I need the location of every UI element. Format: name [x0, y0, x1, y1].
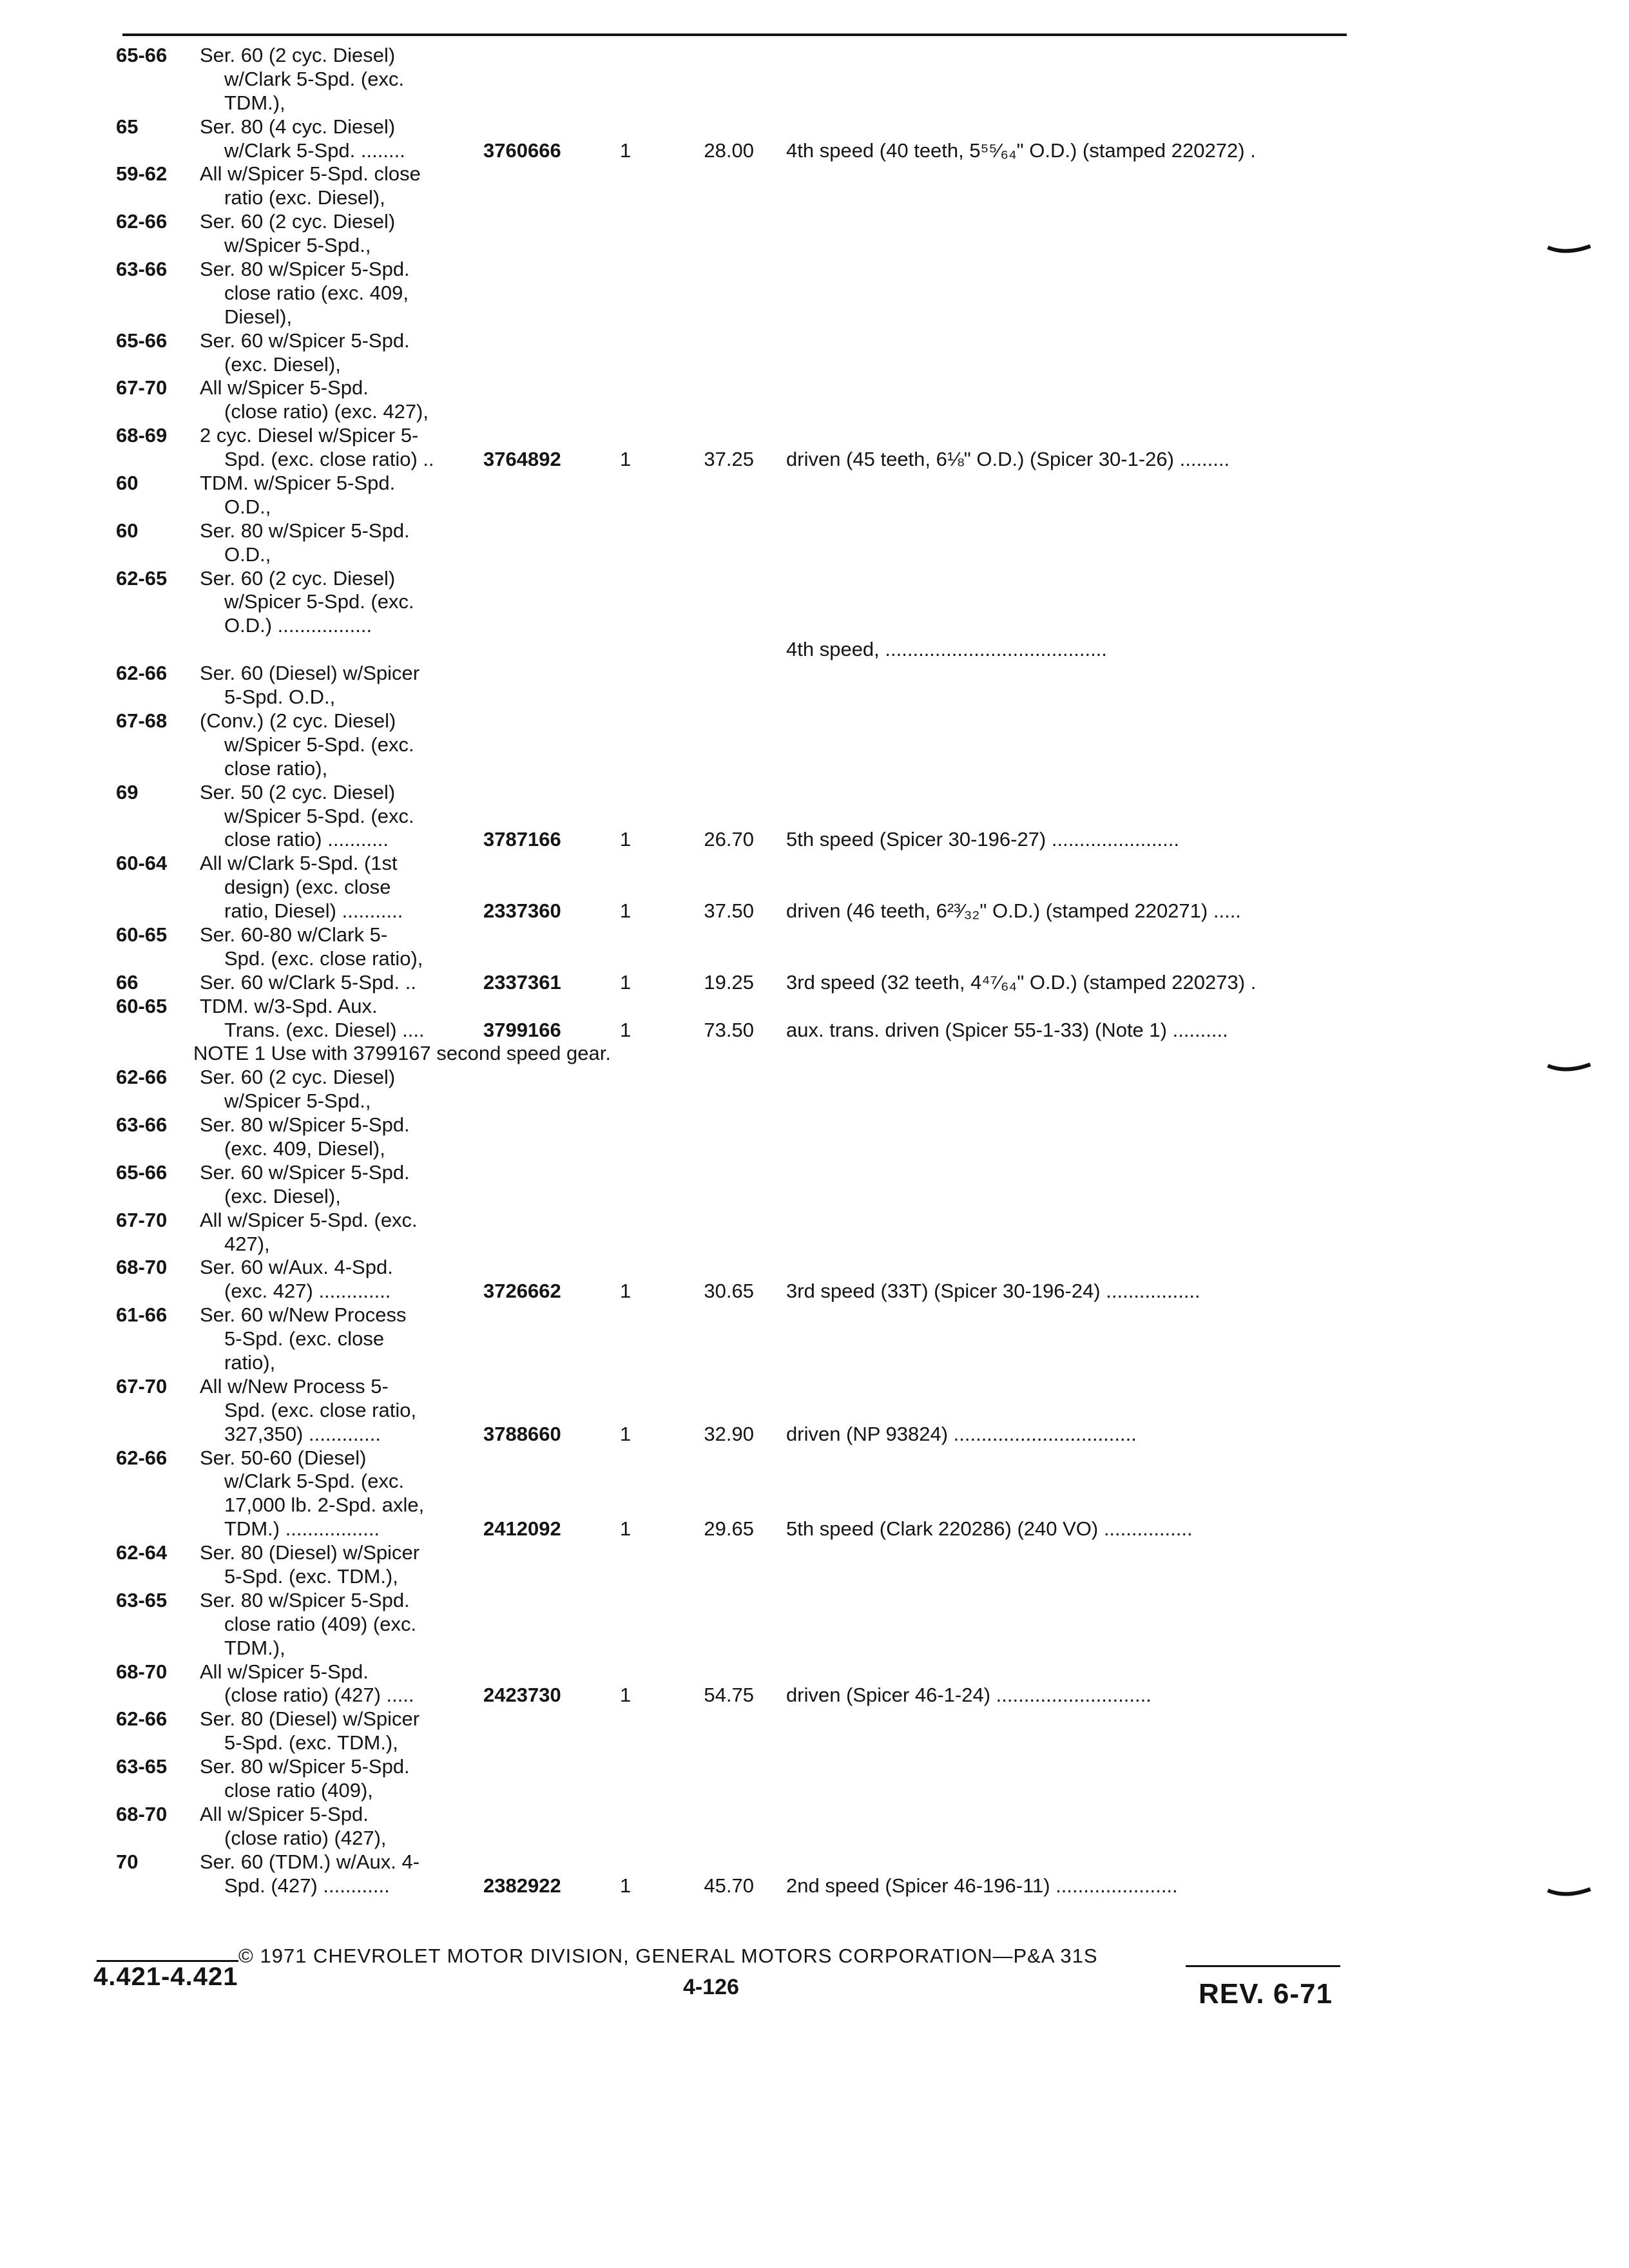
application: Ser. 80 w/Spicer 5-Spd. — [200, 1755, 410, 1778]
application: Ser. 50 (2 cyc. Diesel) — [200, 780, 396, 803]
application: 427), — [224, 1232, 270, 1255]
model-years: 62-66 — [116, 1066, 168, 1089]
parts-list — [103, 44, 1392, 1898]
part-description: 2nd speed (Spicer 46-196-11) ...................... — [786, 1874, 1178, 1897]
part-description: driven (45 teeth, 6⅛" O.D.) (Spicer 30-1-26) ......... — [786, 448, 1230, 471]
application: Ser. 60 w/Spicer 5-Spd. — [200, 1160, 410, 1184]
model-years: 67-70 — [116, 1208, 168, 1231]
margin-mark — [1547, 244, 1592, 258]
application: Ser. 60 (2 cyc. Diesel) — [200, 44, 396, 66]
quantity: 1 — [620, 1517, 631, 1541]
model-years: 66 — [116, 970, 139, 994]
quantity: 1 — [620, 1018, 631, 1041]
entry-line — [103, 1090, 1392, 1113]
entry-line — [103, 852, 1392, 876]
part-description: 3rd speed (32 teeth, 4⁴⁷⁄₆₄" O.D.) (stamped 220273) . — [786, 970, 1257, 994]
entry-line — [103, 400, 1392, 424]
model-years: 62-66 — [116, 1446, 168, 1469]
model-years: 70 — [116, 1850, 139, 1873]
entry-line — [103, 1375, 1392, 1399]
list-price: 37.50 — [704, 899, 754, 923]
entry-line — [103, 757, 1392, 781]
footer-rule-right — [1186, 1965, 1340, 1967]
application: All w/Spicer 5-Spd. — [200, 1660, 369, 1683]
application: Spd. (exc. close ratio, — [224, 1398, 417, 1421]
quantity: 1 — [620, 828, 631, 851]
entry-line — [103, 1351, 1392, 1375]
application: w/Clark 5-Spd. ........ — [224, 139, 405, 162]
application: All w/Clark 5-Spd. (1st — [200, 852, 398, 875]
application: Ser. 60 w/New Process — [200, 1303, 407, 1327]
part-number: 3799166 — [483, 1018, 561, 1041]
entry-line — [103, 282, 1392, 305]
application: close ratio (409) (exc. — [224, 1612, 417, 1635]
application: 17,000 lb. 2-Spd. axle, — [224, 1494, 425, 1517]
list-price: 37.25 — [704, 448, 754, 471]
entry-line — [103, 1185, 1392, 1209]
entry-line — [103, 44, 1392, 68]
entry-line — [103, 828, 1392, 852]
application: Spd. (exc. close ratio) .. — [224, 448, 434, 471]
quantity: 1 — [620, 1874, 631, 1897]
application: (exc. 427) ............. — [224, 1280, 391, 1303]
application: Ser. 80 w/Spicer 5-Spd. — [200, 1113, 410, 1137]
entry-line — [103, 353, 1392, 377]
model-years: 62-65 — [116, 566, 168, 590]
part-description: 4th speed (40 teeth, 5⁵⁵⁄₆₄" O.D.) (stamped 220272) . — [786, 139, 1256, 162]
part-description: aux. trans. driven (Spicer 55-1-33) (Note 1) .......... — [786, 1018, 1228, 1041]
application: w/Spicer 5-Spd. (exc. — [224, 804, 414, 827]
entry-line — [103, 1589, 1392, 1613]
entry-line — [103, 162, 1392, 186]
application: w/Spicer 5-Spd. (exc. — [224, 733, 414, 756]
application: Ser. 60 w/Clark 5-Spd. .. — [200, 970, 416, 994]
application: close ratio (exc. 409, — [224, 281, 409, 304]
copyright-line: © 1971 CHEVROLET MOTOR DIVISION, GENERAL MOTORS CORPORATION—P&A 31S — [238, 1945, 1098, 1967]
part-number: 3726662 — [483, 1280, 561, 1303]
entry-line — [103, 1137, 1392, 1161]
entry-line — [103, 923, 1392, 947]
application: 5-Spd. O.D., — [224, 686, 336, 709]
application: All w/New Process 5- — [200, 1374, 389, 1398]
entry-line — [103, 91, 1392, 115]
application: (close ratio) (427), — [224, 1826, 387, 1849]
part-number: 2337360 — [483, 899, 561, 923]
application: Trans. (exc. Diesel) .... — [224, 1018, 425, 1041]
application: O.D., — [224, 543, 271, 566]
model-years: 68-69 — [116, 424, 168, 447]
model-years: 62-66 — [116, 1707, 168, 1731]
model-years: 68-70 — [116, 1802, 168, 1825]
model-years: 59-62 — [116, 162, 168, 186]
model-years: 63-66 — [116, 258, 168, 281]
list-price: 45.70 — [704, 1874, 754, 1897]
quantity: 1 — [620, 1280, 631, 1303]
application: Ser. 80 (Diesel) w/Spicer — [200, 1707, 420, 1731]
part-number: 3764892 — [483, 448, 561, 471]
entry-line — [103, 1494, 1392, 1517]
model-years: 60 — [116, 472, 139, 495]
section-ref: 4.421-4.421 — [93, 1963, 238, 1991]
entry-line — [103, 305, 1392, 329]
application: (exc. 409, Diesel), — [224, 1137, 385, 1160]
application: All w/Spicer 5-Spd. close — [200, 162, 421, 186]
entry-line — [103, 876, 1392, 899]
entry-line — [103, 1256, 1392, 1280]
entry-line — [103, 424, 1392, 448]
application: ratio (exc. Diesel), — [224, 186, 385, 209]
application: w/Spicer 5-Spd. (exc. — [224, 590, 414, 613]
quantity: 1 — [620, 139, 631, 162]
model-years: 62-66 — [116, 210, 168, 233]
entry-line — [103, 614, 1392, 638]
entry-line — [103, 1803, 1392, 1827]
entry-line — [103, 472, 1392, 495]
application: Ser. 50-60 (Diesel) — [200, 1446, 367, 1469]
model-years: 65 — [116, 115, 139, 138]
quantity: 1 — [620, 1422, 631, 1445]
application: All w/Spicer 5-Spd. (exc. — [200, 1208, 418, 1231]
entry-line — [103, 1541, 1392, 1565]
entry-line — [103, 519, 1392, 543]
entry-line — [103, 1779, 1392, 1803]
application: close ratio), — [224, 756, 328, 780]
application: Spd. (427) ............ — [224, 1874, 390, 1897]
entry-line — [103, 1019, 1392, 1043]
list-price: 19.25 — [704, 970, 754, 994]
application: 5-Spd. (exc. TDM.), — [224, 1565, 398, 1588]
revision-label: REV. 6-71 — [1199, 1978, 1333, 2010]
model-years: 68-70 — [116, 1660, 168, 1683]
note-text: NOTE 1 Use with 3799167 second speed gear. — [193, 1042, 611, 1065]
part-number: 3788660 — [483, 1422, 561, 1445]
list-price: 26.70 — [704, 828, 754, 851]
application: TDM. w/Spicer 5-Spd. — [200, 472, 396, 495]
list-price: 29.65 — [704, 1517, 754, 1541]
application: w/Clark 5-Spd. (exc. — [224, 67, 405, 90]
model-years: 68-70 — [116, 1256, 168, 1279]
application: Ser. 60 (2 cyc. Diesel) — [200, 1066, 396, 1089]
entry-line — [103, 567, 1392, 591]
model-years: 65-66 — [116, 329, 168, 352]
application: 5-Spd. (exc. close — [224, 1327, 385, 1350]
model-years: 67-68 — [116, 709, 168, 732]
entry-line — [103, 638, 1392, 662]
model-years: 62-66 — [116, 662, 168, 685]
application: (Conv.) (2 cyc. Diesel) — [200, 709, 396, 732]
part-number: 2423730 — [483, 1684, 561, 1707]
entry-line — [103, 686, 1392, 709]
application: Ser. 60 (2 cyc. Diesel) — [200, 566, 396, 590]
application: w/Spicer 5-Spd., — [224, 234, 371, 257]
model-years: 60 — [116, 519, 139, 542]
entry-line — [103, 1470, 1392, 1494]
quantity: 1 — [620, 899, 631, 923]
footer-rule-left — [97, 1960, 238, 1962]
application: Ser. 60-80 w/Clark 5- — [200, 923, 388, 946]
part-description: 4th speed, ........................................ — [786, 638, 1107, 661]
list-price: 54.75 — [704, 1684, 754, 1707]
entry-line — [103, 781, 1392, 805]
application: Ser. 80 w/Spicer 5-Spd. — [200, 1588, 410, 1611]
application: close ratio) ........... — [224, 828, 389, 851]
application: 5-Spd. (exc. TDM.), — [224, 1731, 398, 1754]
application: Diesel), — [224, 305, 293, 328]
application: All w/Spicer 5-Spd. — [200, 1802, 369, 1825]
entry-line — [103, 1161, 1392, 1185]
part-description: driven (NP 93824) ................................. — [786, 1422, 1137, 1445]
entry-line — [103, 899, 1392, 923]
application: (close ratio) (exc. 427), — [224, 400, 429, 423]
model-years: 65-66 — [116, 1160, 168, 1184]
entry-line — [103, 1280, 1392, 1303]
entry-line — [103, 139, 1392, 163]
entry-line — [103, 995, 1392, 1019]
application: close ratio (409), — [224, 1779, 373, 1802]
application: Ser. 60 w/Aux. 4-Spd. — [200, 1256, 393, 1279]
application: w/Spicer 5-Spd., — [224, 1090, 371, 1113]
list-price: 32.90 — [704, 1422, 754, 1445]
entry-line — [103, 1850, 1392, 1874]
entry-line — [103, 115, 1392, 139]
entry-line — [103, 1066, 1392, 1090]
entry-line — [103, 947, 1392, 971]
application: TDM.), — [224, 91, 285, 114]
list-price: 73.50 — [704, 1018, 754, 1041]
part-number: 3760666 — [483, 139, 561, 162]
application: (close ratio) (427) ..... — [224, 1684, 414, 1707]
model-years: 67-70 — [116, 376, 168, 399]
application: 327,350) ............. — [224, 1422, 381, 1445]
application: (exc. Diesel), — [224, 1184, 341, 1207]
entry-line — [103, 234, 1392, 258]
entry-line — [103, 1327, 1392, 1351]
entry-line — [103, 1209, 1392, 1233]
entry-line — [103, 1755, 1392, 1779]
model-years: 60-65 — [116, 923, 168, 946]
entry-line — [103, 495, 1392, 519]
application: O.D.) ................. — [224, 614, 372, 637]
list-price: 30.65 — [704, 1280, 754, 1303]
quantity: 1 — [620, 1684, 631, 1707]
part-number: 2337361 — [483, 970, 561, 994]
quantity: 1 — [620, 448, 631, 471]
model-years: 67-70 — [116, 1374, 168, 1398]
application: ratio), — [224, 1350, 276, 1374]
application: O.D., — [224, 495, 271, 518]
part-description: driven (46 teeth, 6²³⁄₃₂" O.D.) (stamped 220271) ..... — [786, 899, 1241, 923]
quantity: 1 — [620, 970, 631, 994]
entry-line — [103, 971, 1392, 995]
entry-line — [103, 1637, 1392, 1660]
model-years: 63-65 — [116, 1755, 168, 1778]
entry-line — [103, 662, 1392, 686]
entry-line — [103, 1827, 1392, 1850]
entry-line — [103, 1113, 1392, 1137]
part-number: 2412092 — [483, 1517, 561, 1541]
application: 2 cyc. Diesel w/Spicer 5- — [200, 424, 419, 447]
application: TDM.) ................. — [224, 1517, 380, 1541]
part-number: 2382922 — [483, 1874, 561, 1897]
entry-line — [103, 1565, 1392, 1589]
part-description: driven (Spicer 46-1-24) ............................ — [786, 1684, 1152, 1707]
entry-line — [103, 448, 1392, 472]
application: All w/Spicer 5-Spd. — [200, 376, 369, 399]
top-rule — [122, 34, 1347, 36]
application: Spd. (exc. close ratio), — [224, 947, 423, 970]
model-years: 60-65 — [116, 994, 168, 1017]
model-years: 62-64 — [116, 1541, 168, 1564]
entry-line — [103, 1423, 1392, 1446]
entry-line — [103, 329, 1392, 353]
application: ratio, Diesel) ........... — [224, 899, 403, 923]
entry-line — [103, 1446, 1392, 1470]
application: Ser. 60 (2 cyc. Diesel) — [200, 210, 396, 233]
model-years: 69 — [116, 780, 139, 803]
application: Ser. 80 (Diesel) w/Spicer — [200, 1541, 420, 1564]
part-description: 5th speed (Spicer 30-196-27) ....................... — [786, 828, 1179, 851]
entry-line — [103, 376, 1392, 400]
entry-line — [103, 1517, 1392, 1541]
margin-mark — [1547, 1062, 1592, 1076]
entry-line — [103, 590, 1392, 614]
page-number: 4-126 — [683, 1975, 739, 1999]
entry-line — [103, 1660, 1392, 1684]
entry-line — [103, 1707, 1392, 1731]
entry-line — [103, 258, 1392, 282]
application: (exc. Diesel), — [224, 352, 341, 376]
part-number: 3787166 — [483, 828, 561, 851]
entry-line — [103, 1399, 1392, 1423]
model-years: 63-66 — [116, 1113, 168, 1137]
application: w/Clark 5-Spd. (exc. — [224, 1470, 405, 1493]
model-years: 61-66 — [116, 1303, 168, 1327]
entry-line — [103, 1233, 1392, 1256]
entry-line — [103, 709, 1392, 733]
model-years: 60-64 — [116, 852, 168, 875]
entry-line — [103, 210, 1392, 234]
margin-mark — [1547, 1887, 1592, 1901]
application: Ser. 80 w/Spicer 5-Spd. — [200, 519, 410, 542]
application: Ser. 60 (TDM.) w/Aux. 4- — [200, 1850, 420, 1873]
application: Ser. 80 w/Spicer 5-Spd. — [200, 258, 410, 281]
application: TDM.), — [224, 1636, 285, 1659]
entry-line — [103, 1303, 1392, 1327]
entry-line — [103, 805, 1392, 829]
application: Ser. 60 w/Spicer 5-Spd. — [200, 329, 410, 352]
model-years: 63-65 — [116, 1588, 168, 1611]
entry-line — [103, 1613, 1392, 1637]
application: TDM. w/3-Spd. Aux. — [200, 994, 378, 1017]
entry-line — [103, 1731, 1392, 1755]
entry-line — [103, 186, 1392, 210]
entry-line — [103, 543, 1392, 567]
application: Ser. 60 (Diesel) w/Spicer — [200, 662, 420, 685]
application: design) (exc. close — [224, 876, 391, 899]
model-years: 65-66 — [116, 44, 168, 66]
entry-line — [103, 1684, 1392, 1707]
application: Ser. 80 (4 cyc. Diesel) — [200, 115, 396, 138]
entry-line — [103, 68, 1392, 91]
entry-line — [103, 1874, 1392, 1898]
entry-line — [103, 733, 1392, 757]
list-price: 28.00 — [704, 139, 754, 162]
entry-line — [103, 1042, 1392, 1066]
part-description: 3rd speed (33T) (Spicer 30-196-24) ................. — [786, 1280, 1200, 1303]
part-description: 5th speed (Clark 220286) (240 VO) ................ — [786, 1517, 1193, 1541]
